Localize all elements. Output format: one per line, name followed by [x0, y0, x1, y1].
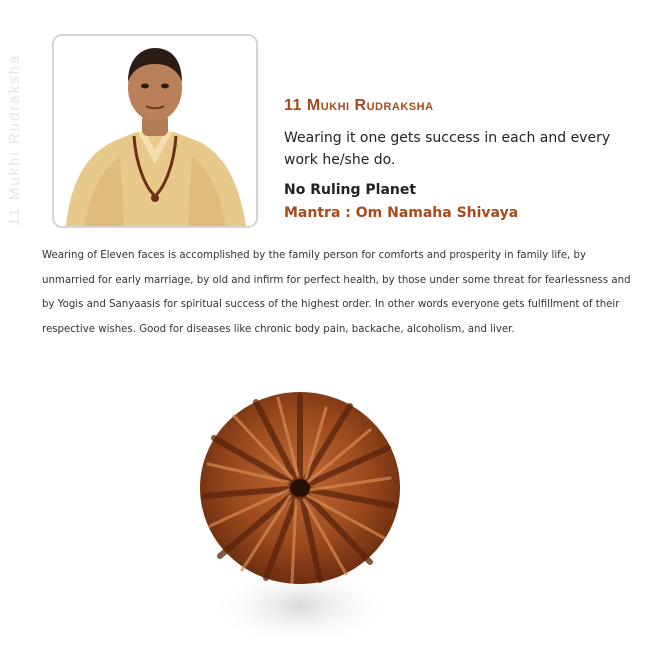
bead-illustration: [180, 378, 420, 650]
portrait-photo: [52, 34, 258, 228]
product-description: Wearing of Eleven faces is accomplished by the family person for comforts and prosperity in family life, by unmarried for early marriage, by old and infirm for perfect health, by those under some threat for fearlessness and by Yogis and Sanyaasis for spiritual success of the highest order. In other words everyone gets fulfillment of their respective wishes. Good for diseases like chronic body pain, backache, alcoholism, and liver.: [42, 250, 631, 335]
vertical-side-title: 11 Mukhi Rudraksha: [6, 53, 23, 226]
rudraksha-bead-image: [180, 378, 420, 650]
person-portrait-image: [54, 36, 256, 226]
ruling-planet: No Ruling Planet: [284, 182, 417, 198]
product-tagline: Wearing it one gets success in each and every work he/she do.: [284, 130, 611, 168]
product-title: 11 Mukhi Rudraksha: [284, 97, 434, 114]
mantra-text: Mantra : Om Namaha Shivaya: [284, 205, 519, 221]
